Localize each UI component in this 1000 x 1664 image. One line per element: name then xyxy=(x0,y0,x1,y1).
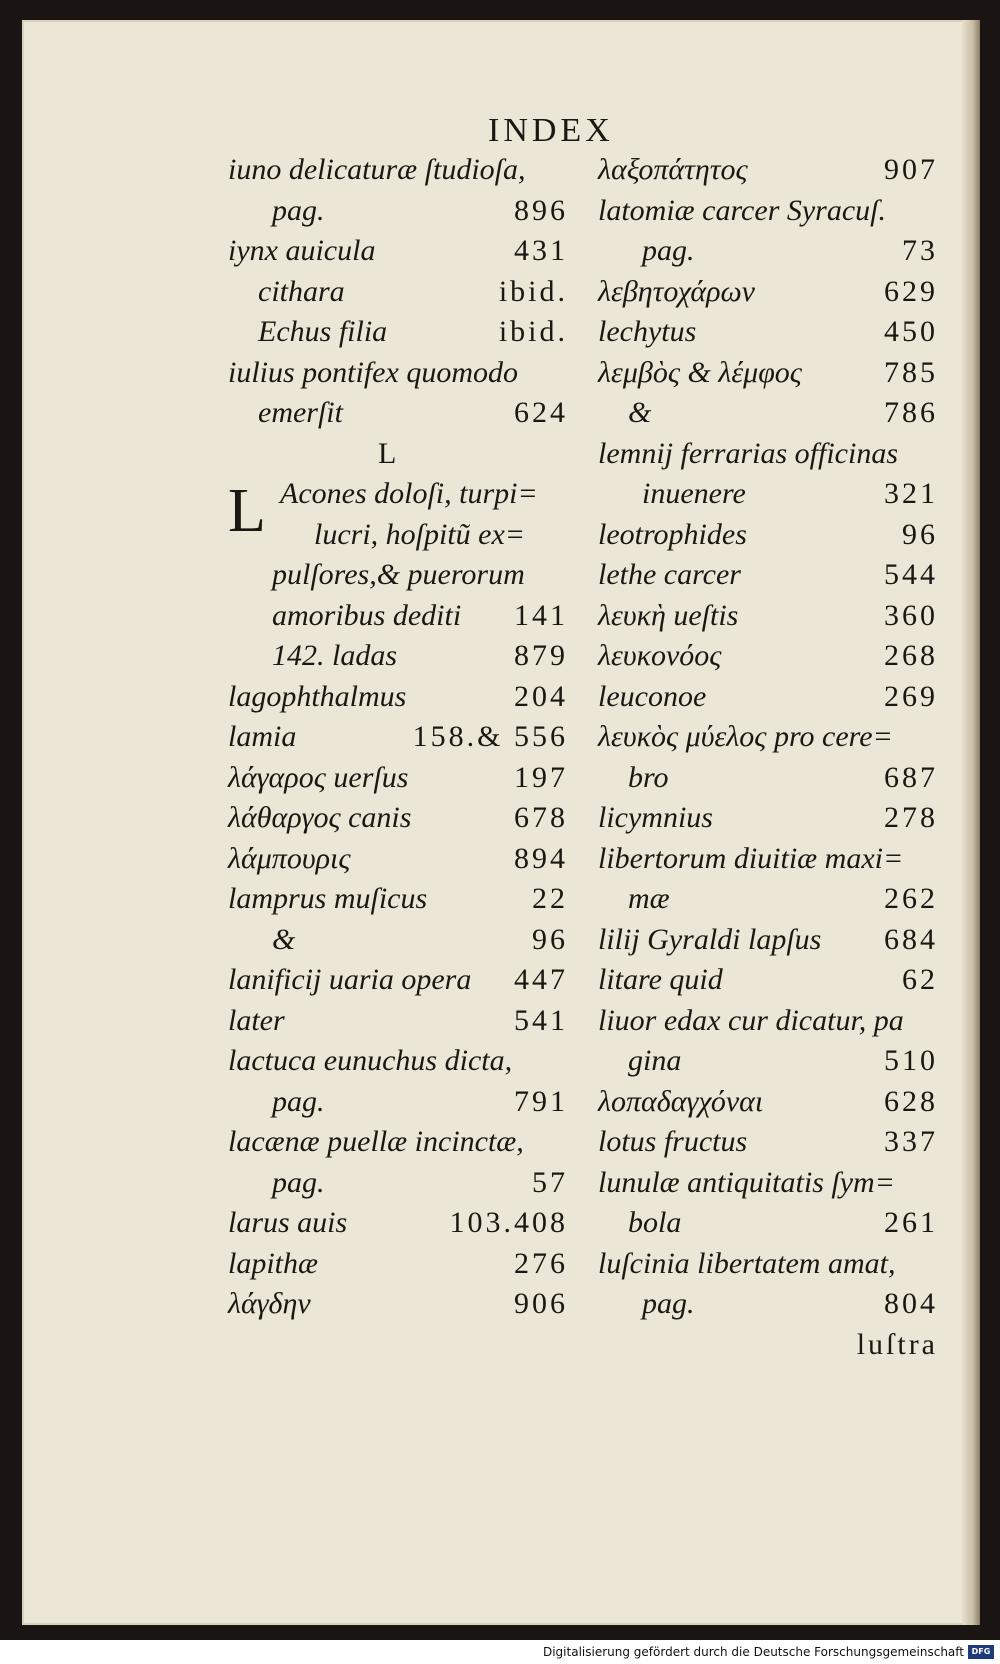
entry-page-number: 879 xyxy=(514,639,568,672)
entry-term: lagophthalmus xyxy=(228,679,407,713)
entry-term: latomiæ carcer Syracuſ. xyxy=(598,193,887,227)
entry-term: Echus filia xyxy=(258,315,388,348)
entry-term: λαξοπάτητος xyxy=(598,153,748,186)
entry-term: λευκονόος xyxy=(598,639,722,672)
index-entry xyxy=(228,1163,568,1204)
entry-page-number: 278 xyxy=(884,801,938,834)
index-entry xyxy=(598,1163,938,1204)
index-entry xyxy=(228,515,568,556)
entry-term: pag. xyxy=(272,1165,325,1199)
index-entry xyxy=(228,312,568,353)
index-entry xyxy=(598,555,938,596)
entry-page-number: 544 xyxy=(884,558,938,591)
entry-term: pag. xyxy=(642,1287,695,1320)
entry-page-number: 262 xyxy=(884,882,938,915)
entry-term: λοπαδαγχόναι xyxy=(598,1084,764,1118)
index-entry xyxy=(598,312,938,353)
entry-page-number: 22 xyxy=(532,882,568,915)
entry-page-number: 684 xyxy=(884,922,938,956)
index-entry xyxy=(598,474,938,515)
index-entry xyxy=(598,434,938,475)
index-entry xyxy=(598,920,938,961)
entry-term: λεβητοχάρων xyxy=(598,274,755,308)
index-entry xyxy=(598,191,938,232)
entry-page-number: 261 xyxy=(884,1206,938,1239)
entry-term: libertorum diuitiæ maxi= xyxy=(598,841,904,875)
index-entry xyxy=(598,1082,938,1123)
entry-term: leuconoe xyxy=(598,679,707,713)
entry-term: pag. xyxy=(272,1084,325,1118)
footer-credit: Digitalisierung gefördert durch die Deutsche Forschungsgemeinschaft xyxy=(542,1645,964,1659)
entry-page-number: 804 xyxy=(884,1287,938,1320)
index-entry xyxy=(598,353,938,394)
entry-page-number: 73 xyxy=(902,234,938,267)
index-entry xyxy=(598,677,938,718)
index-entry xyxy=(228,1244,568,1285)
index-entry xyxy=(228,555,568,596)
index-entry xyxy=(228,191,568,232)
page-edge xyxy=(962,20,980,1625)
entry-term: gina xyxy=(628,1044,682,1077)
entry-page-number: 57 xyxy=(532,1165,568,1199)
entry-term: pag. xyxy=(642,234,695,267)
entry-term: lapithæ xyxy=(228,1246,319,1280)
entry-term: λευκὸς μύελος pro cere= xyxy=(598,720,893,753)
drop-cap-letter: L xyxy=(228,477,266,545)
entry-page-number: 541 xyxy=(514,1003,568,1037)
page-header: INDEX xyxy=(488,112,614,149)
entry-page-number: 197 xyxy=(514,760,568,794)
entry-term: lunulæ antiquitatis ſym= xyxy=(598,1165,895,1199)
entry-page-number: 785 xyxy=(884,355,938,389)
index-entry xyxy=(228,596,568,637)
entry-page-number: 629 xyxy=(884,274,938,308)
index-entry xyxy=(598,393,938,434)
entry-term: later xyxy=(228,1003,285,1037)
entry-page-number: 141 xyxy=(514,598,568,632)
entry-term: leotrophides xyxy=(598,517,747,551)
index-entry xyxy=(598,1122,938,1163)
index-column-left xyxy=(228,150,568,1325)
entry-page-number: 96 xyxy=(902,517,938,551)
entry-page-number: 158.& 556 xyxy=(412,720,568,753)
entry-page-number: 907 xyxy=(884,153,938,186)
entry-term: litare quid xyxy=(598,963,723,996)
index-column-right xyxy=(598,150,938,1365)
index-entry xyxy=(228,879,568,920)
entry-term: larus auis xyxy=(228,1206,348,1239)
entry-page-number: 96 xyxy=(532,922,568,956)
entry-page-number: 896 xyxy=(514,193,568,227)
index-entry xyxy=(228,798,568,839)
entry-term: amoribus dediti xyxy=(272,598,462,632)
entry-term: licymnius xyxy=(598,801,713,834)
entry-term: lucri, hoſpitũ ex= xyxy=(314,517,526,551)
index-entry xyxy=(228,353,568,394)
entry-term: pag. xyxy=(272,193,325,227)
index-entry xyxy=(598,515,938,556)
entry-page-number: 62 xyxy=(902,963,938,996)
entry-page-number: 510 xyxy=(884,1044,938,1077)
index-entry xyxy=(228,150,568,191)
entry-term: 142. ladas xyxy=(272,639,398,672)
index-entry xyxy=(228,1203,568,1244)
index-entry xyxy=(598,1284,938,1325)
index-entry xyxy=(228,1284,568,1325)
entry-page-number: ibid. xyxy=(498,274,568,308)
index-entry xyxy=(598,879,938,920)
index-entry xyxy=(598,1001,938,1042)
index-entry xyxy=(598,1325,938,1366)
entry-page-number: 786 xyxy=(884,396,938,429)
entry-term: lamprus muſicus xyxy=(228,882,428,915)
entry-term: λάγαρος uerſus xyxy=(228,760,409,794)
entry-term: iulius pontifex quomodo xyxy=(228,355,518,389)
index-entry xyxy=(598,636,938,677)
entry-term: lilij Gyraldi lapſus xyxy=(598,922,822,956)
entry-term: luſcinia libertatem amat, xyxy=(598,1246,896,1280)
entry-page-number: 894 xyxy=(514,841,568,875)
index-entry xyxy=(228,1041,568,1082)
entry-page-number: 337 xyxy=(884,1125,938,1158)
entry-page-number: 276 xyxy=(514,1246,568,1280)
entry-term: lactuca eunuchus dicta, xyxy=(228,1044,513,1077)
entry-page-number: 687 xyxy=(884,760,938,794)
index-entry xyxy=(228,636,568,677)
index-entry xyxy=(598,231,938,272)
entry-term: iuno delicaturæ ſtudioſa, xyxy=(228,153,526,186)
entry-term: bola xyxy=(628,1206,682,1239)
entry-page-number: 678 xyxy=(514,801,568,834)
index-entry xyxy=(228,920,568,961)
index-entry xyxy=(598,150,938,191)
entry-term: λάμπουρις xyxy=(228,841,351,875)
entry-term: λάγδην xyxy=(228,1287,311,1320)
index-entry xyxy=(228,393,568,434)
entry-term: inuenere xyxy=(642,477,746,510)
entry-page-number: 624 xyxy=(514,396,568,429)
index-entry xyxy=(598,839,938,880)
index-entry xyxy=(598,758,938,799)
entry-term: lacænæ puellæ incinctæ, xyxy=(228,1125,524,1158)
index-entry xyxy=(228,677,568,718)
entry-page-number: 269 xyxy=(884,679,938,713)
index-entry xyxy=(228,272,568,313)
index-entry xyxy=(598,1203,938,1244)
index-entry xyxy=(598,960,938,1001)
footer-bar xyxy=(0,1640,1000,1664)
index-entry xyxy=(598,272,938,313)
index-entry xyxy=(228,1082,568,1123)
index-entry xyxy=(598,1244,938,1285)
entry-term: lanificij uaria opera xyxy=(228,963,472,996)
entry-term: liuor edax cur dicatur, pa xyxy=(598,1003,904,1037)
entry-term: lechytus xyxy=(598,315,697,348)
entry-page-number: 628 xyxy=(884,1084,938,1118)
entry-term: cithara xyxy=(258,274,345,308)
entry-page-number: 204 xyxy=(514,679,568,713)
index-entry xyxy=(228,231,568,272)
index-entry xyxy=(228,839,568,880)
entry-page-number: 791 xyxy=(514,1084,568,1118)
entry-page-number: 447 xyxy=(514,963,568,996)
index-entry xyxy=(228,717,568,758)
index-entry xyxy=(228,434,568,475)
entry-page-number: 450 xyxy=(884,315,938,348)
entry-term: lethe carcer xyxy=(598,558,741,591)
entry-term: L xyxy=(378,436,397,470)
index-entry xyxy=(228,758,568,799)
index-entry xyxy=(598,1041,938,1082)
index-entry xyxy=(598,717,938,758)
entry-term: λάθαργος canis xyxy=(228,801,412,834)
dfg-logo: DFG xyxy=(968,1645,994,1659)
entry-term: Acones doloſi, turpi= xyxy=(280,477,538,510)
entry-page-number: ibid. xyxy=(498,315,568,348)
entry-term: lamia xyxy=(228,720,297,753)
entry-term: & xyxy=(628,396,652,429)
entry-page-number: 906 xyxy=(514,1287,568,1320)
index-entry xyxy=(228,960,568,1001)
entry-term: λεμβὸς & λέμφος xyxy=(598,355,802,389)
entry-term: mæ xyxy=(628,882,670,915)
entry-page-number: luſtra xyxy=(856,1327,938,1361)
entry-page-number: 431 xyxy=(514,234,568,267)
entry-page-number: 321 xyxy=(884,477,938,510)
entry-page-number: 268 xyxy=(884,639,938,672)
entry-term: lotus fructus xyxy=(598,1125,748,1158)
entry-page-number: 360 xyxy=(884,598,938,632)
entry-term: iynx auicula xyxy=(228,234,376,267)
index-entry xyxy=(598,596,938,637)
entry-term: & xyxy=(272,922,296,956)
entry-page-number: 103.408 xyxy=(449,1206,568,1239)
index-entry xyxy=(228,1001,568,1042)
entry-term: pulſores,& puerorum xyxy=(272,558,525,591)
entry-term: bro xyxy=(628,760,669,794)
index-entry xyxy=(228,1122,568,1163)
entry-term: λευκὴ ueſtis xyxy=(598,598,739,632)
index-entry xyxy=(598,798,938,839)
entry-term: emerſit xyxy=(258,396,343,429)
entry-term: lemnij ferrarias officinas xyxy=(598,436,898,470)
